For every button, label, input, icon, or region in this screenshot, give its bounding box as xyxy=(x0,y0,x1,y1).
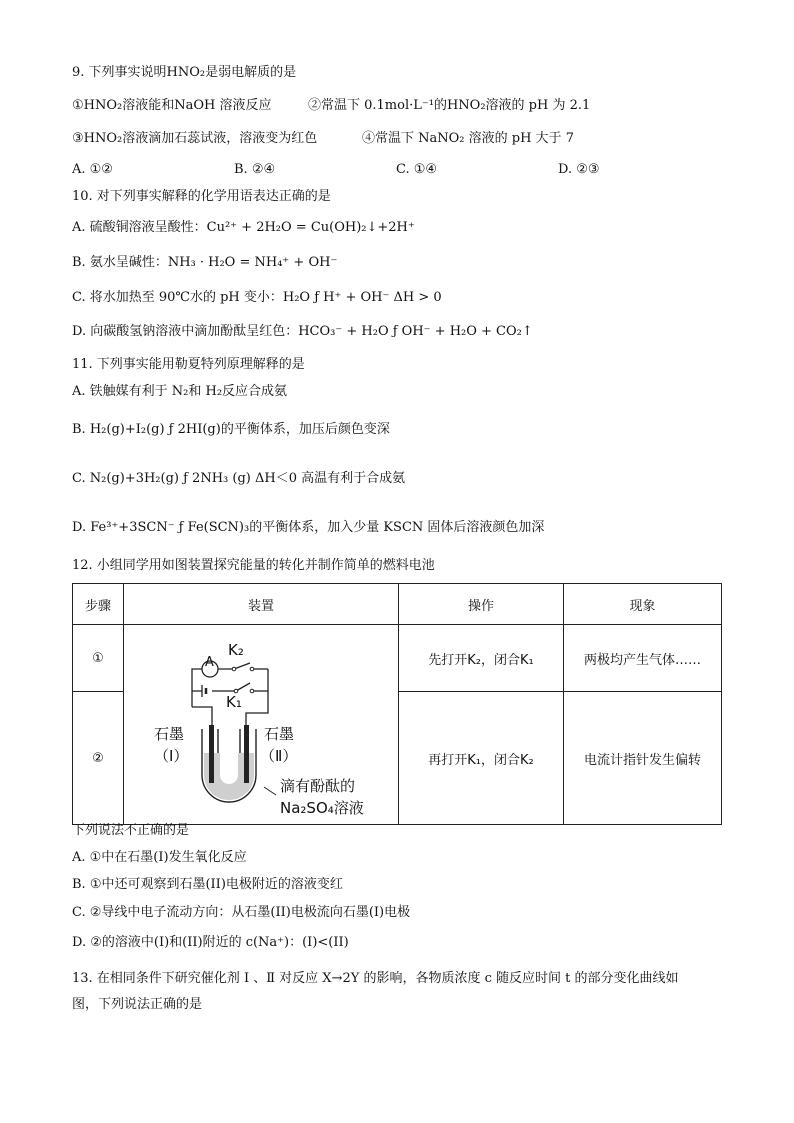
q9-stem: 9. 下列事实说明HNO₂是弱电解质的是 xyxy=(72,65,297,80)
q12-question: 下列说法不正确的是 xyxy=(72,823,190,838)
header-step: 步骤 xyxy=(73,584,124,625)
q9-option-b: B. ②④ xyxy=(234,162,276,177)
switch-k1-label: K₁ xyxy=(226,693,242,711)
q12-option-d: D. ②的溶液中(I)和(II)附近的 c(Na⁺)：(I)<(II) xyxy=(72,935,349,950)
q13-stem-line2: 图，下列说法正确的是 xyxy=(72,997,203,1012)
solution-pointer-line xyxy=(264,787,276,795)
right-electrode-id: （Ⅱ） xyxy=(260,747,298,765)
q11-option-d: D. Fe³⁺+3SCN⁻ ƒ Fe(SCN)₃的平衡体系，加入少量 KSCN 固体后溶液颜色加深 xyxy=(72,520,545,535)
q13-stem-line1: 13. 在相同条件下研究催化剂 Ⅰ 、Ⅱ 对反应 X→2Y 的影响，各物质浓度 c 随反应时间 t 的部分变化曲线如 xyxy=(72,971,679,986)
switch-k2-label: K₂ xyxy=(228,641,244,659)
q9-statement-3: ③HNO₂溶液滴加石蕊试液，溶液变为红色 xyxy=(72,131,318,146)
right-electrode-label: 石墨 xyxy=(264,725,295,743)
q11-option-a: A. 铁触媒有利于 N₂和 H₂反应合成氨 xyxy=(72,384,288,399)
solution-label-line2: Na₂SO₄溶液 xyxy=(280,799,364,817)
step-cell: ② xyxy=(73,692,124,825)
operation-cell: 先打开K₂，闭合K₁ xyxy=(399,625,564,692)
phenomenon-cell: 电流计指针发生偏转 xyxy=(564,692,722,825)
header-operation: 操作 xyxy=(399,584,564,625)
k2-switch-blade xyxy=(234,663,250,669)
left-graphite-electrode xyxy=(209,725,214,783)
step-cell: ① xyxy=(73,625,124,692)
right-graphite-electrode xyxy=(244,725,249,783)
q9-statement-2: ②常温下 0.1mol·L⁻¹的HNO₂溶液的 pH 为 2.1 xyxy=(308,98,591,113)
experiment-table xyxy=(72,583,722,825)
phenomenon-cell: 两极均产生气体…… xyxy=(564,625,722,692)
left-electrode-label: 石墨 xyxy=(154,725,185,743)
left-electrode-id: （Ⅰ） xyxy=(154,747,189,765)
apparatus-figure xyxy=(124,625,398,821)
q12-stem: 12. 小组同学用如图装置探究能量的转化并制作简单的燃料电池 xyxy=(72,558,435,573)
ammeter-label: A xyxy=(205,655,214,670)
q9-option-a: A. ①② xyxy=(72,162,113,177)
q9-statement-4: ④常温下 NaNO₂ 溶液的 pH 大于 7 xyxy=(362,131,574,146)
q11-stem: 11. 下列事实能用勒夏特列原理解释的是 xyxy=(72,357,305,372)
header-apparatus: 装置 xyxy=(124,584,399,625)
q9-option-c: C. ①④ xyxy=(396,162,438,177)
q12-option-c: C. ②导线中电子流动方向：从石墨(II)电极流向石墨(I)电极 xyxy=(72,905,411,920)
q9-option-d: D. ②③ xyxy=(558,162,600,177)
q11-option-b: B. H₂(g)+I₂(g) ƒ 2HI(g)的平衡体系，加压后颜色变深 xyxy=(72,422,390,437)
q10-option-c: C. 将水加热至 90℃水的 pH 变小：H₂O ƒ H⁺ + OH⁻ ΔH > 0 xyxy=(72,290,442,305)
apparatus-cell xyxy=(124,625,399,825)
q10-option-d: D. 向碳酸氢钠溶液中滴加酚酞呈红色：HCO₃⁻ + H₂O ƒ OH⁻ + H₂O + CO₂↑ xyxy=(72,324,533,339)
u-tube-inner xyxy=(218,729,240,786)
table-row xyxy=(73,625,722,692)
q12-option-b: B. ①中还可观察到石墨(II)电极附近的溶液变红 xyxy=(72,877,343,892)
q12-option-a: A. ①中在石墨(I)发生氧化反应 xyxy=(72,850,247,865)
operation-cell: 再打开K₁，闭合K₂ xyxy=(399,692,564,825)
q11-option-c: C. N₂(g)+3H₂(g) ƒ 2NH₃ (g) ΔH＜0 高温有利于合成氨 xyxy=(72,471,406,486)
table-header-row xyxy=(73,584,722,625)
header-phenomenon: 现象 xyxy=(564,584,722,625)
q10-option-a: A. 硫酸铜溶液呈酸性：Cu²⁺ + 2H₂O = Cu(OH)₂↓+2H⁺ xyxy=(72,220,415,235)
q10-option-b: B. 氨水呈碱性：NH₃ · H₂O = NH₄⁺ + OH⁻ xyxy=(72,255,338,270)
q10-stem: 10. 对下列事实解释的化学用语表达正确的是 xyxy=(72,189,331,204)
k1-switch-blade xyxy=(236,683,250,691)
q9-statement-1: ①HNO₂溶液能和NaOH 溶液反应 xyxy=(72,98,272,113)
solution-label-line1: 滴有酚酞的 xyxy=(280,777,356,795)
